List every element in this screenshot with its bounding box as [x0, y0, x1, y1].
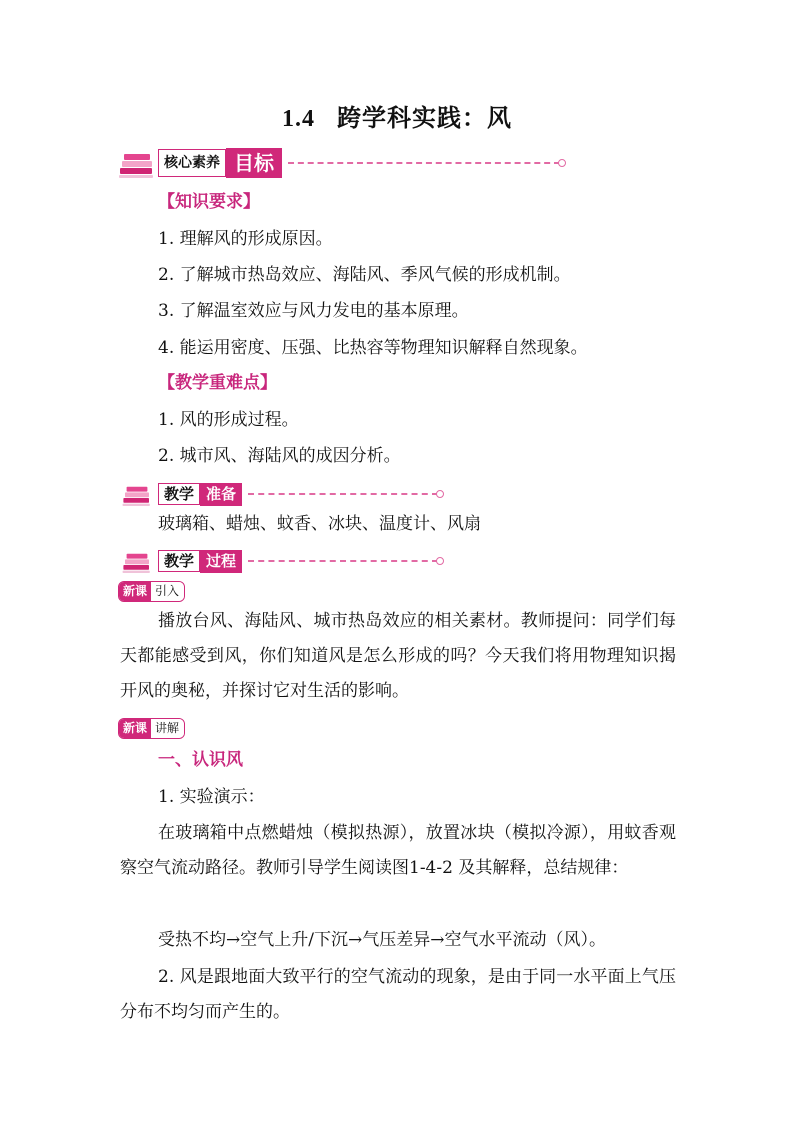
page-title — [0, 98, 794, 133]
intro-tag — [118, 581, 185, 602]
title-text: 跨学科实践：风 — [337, 103, 512, 132]
books-icon — [122, 549, 152, 573]
lecture-tag — [118, 718, 185, 739]
knowledge-item: 4. 能运用密度、压强、比热容等物理知识解释自然现象。 — [158, 338, 588, 358]
experiment-paragraph: 在玻璃箱中点燃蜡烛（模拟热源），放置冰块（模拟冷源），用蚊香观察空气流动路径。教师引导学生阅读图1-4-2 及其解释，总结规律： — [120, 823, 676, 878]
knowledge-heading: 【知识要求】 — [158, 192, 260, 212]
section-label-process: 过程 — [200, 550, 242, 573]
tag-new: 新课 — [119, 582, 151, 601]
tag-lecture: 讲解 — [151, 719, 184, 738]
dashed-divider — [288, 162, 560, 164]
section-label-teach: 教学 — [158, 550, 200, 572]
keypoints-heading: 【教学重难点】 — [158, 373, 277, 393]
knowledge-item: 2. 了解城市热岛效应、海陆风、季风气候的形成机制。 — [158, 265, 571, 285]
books-icon — [122, 482, 152, 506]
dashed-divider — [248, 560, 438, 562]
knowledge-item: 1. 理解风的形成原因。 — [158, 229, 333, 249]
section-label-teach: 教学 — [158, 483, 200, 505]
lecture-heading: 一、认识风 — [158, 750, 243, 770]
section-header-goals — [118, 148, 560, 178]
materials-list: 玻璃箱、蜡烛、蚊香、冰块、温度计、风扇 — [158, 514, 481, 534]
section-label-prep: 准备 — [200, 483, 242, 506]
section-label-core: 核心素养 — [158, 149, 226, 177]
section-label-goal: 目标 — [226, 148, 282, 178]
keypoint-item: 2. 城市风、海陆风的成因分析。 — [158, 446, 401, 466]
wind-definition: 2. 风是跟地面大致平行的空气流动的现象，是由于同一水平面上气压分布不均匀而产生的。 — [120, 967, 676, 1022]
keypoint-item: 1. 风的形成过程。 — [158, 410, 299, 430]
section-header-prep — [118, 479, 438, 509]
title-number: 1.4 — [282, 106, 315, 132]
intro-paragraph: 播放台风、海陆风、城市热岛效应的相关素材。教师提问：同学们每天都能感受到风，你们知道风是怎么形成的吗？今天我们将用物理知识揭开风的奥秘，并探讨它对生活的影响。 — [120, 611, 676, 701]
tag-new: 新课 — [119, 719, 151, 738]
dashed-divider — [248, 493, 438, 495]
section-header-process — [118, 546, 438, 576]
knowledge-item: 3. 了解温室效应与风力发电的基本原理。 — [158, 301, 469, 321]
lecture-step-1: 1. 实验演示： — [158, 787, 265, 807]
books-icon — [118, 148, 156, 178]
rule-line: 受热不均→空气上升/下沉→气压差异→空气水平流动（风）。 — [158, 930, 606, 950]
tag-intro: 引入 — [151, 582, 184, 601]
